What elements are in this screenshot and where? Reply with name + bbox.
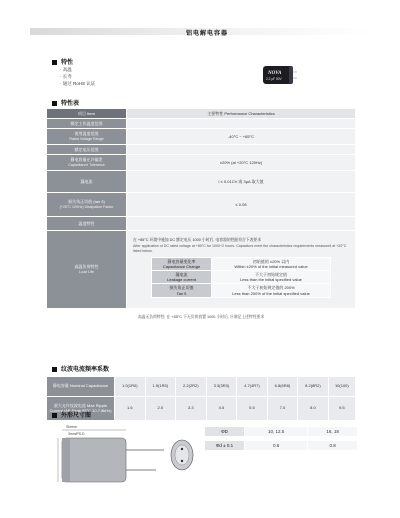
- load-life-table: [151, 257, 331, 298]
- spec-label-cn: 使用温度范围: [74, 131, 99, 137]
- dimension-drawing: [56, 422, 174, 494]
- section-specs-title: 特性表: [61, 101, 80, 107]
- section-specs-heading: [52, 98, 79, 107]
- capacitor-photo: [262, 63, 298, 93]
- load-life-row: [152, 257, 331, 270]
- dimension-header-value: 10, 12.5: [245, 427, 308, 437]
- capacitor-end: [289, 66, 293, 84]
- ripple-cap-cell: 10(100): [328, 377, 355, 397]
- spec-label: [47, 155, 127, 171]
- load-life-row: [152, 270, 331, 283]
- load-life-item: [152, 284, 212, 297]
- dimension-header-value: 16, 18: [308, 427, 358, 437]
- ripple-cap-cell: 4.7(4R7): [237, 377, 268, 397]
- load-life-intro-cn: 在 +85°C 环境中施加 DC 额定电压 1000 小时后, 电容器的性能符合下表要求: [133, 238, 261, 243]
- ripple-current-cell: 4.5: [206, 397, 237, 421]
- load-life-label-cn: 高温负荷特性: [74, 264, 99, 270]
- spec-row: [47, 119, 356, 129]
- ripple-current-row: [47, 397, 356, 421]
- capacitor-outline-end: [62, 438, 70, 482]
- spec-value: I ≤ 0.01CV 或 3µA 取大值: [127, 171, 356, 193]
- spec-value: ≤ 0.08: [127, 193, 356, 217]
- dimension-table: [204, 426, 358, 451]
- ripple-cap-cell: 6.8(6R8): [267, 377, 298, 397]
- item-cn: 静电容量变化率: [167, 258, 196, 264]
- sleeve-label: Sleeve: [66, 425, 77, 429]
- dimension-row-value: 0.8: [308, 441, 358, 451]
- section-dimensions-title: 外形尺寸图: [61, 413, 92, 419]
- spec-label-en: (+20°C 120Hz) Dissipation Factor: [59, 205, 114, 210]
- spec-row: [47, 155, 356, 171]
- ripple-current-cell: 5.5: [237, 397, 268, 421]
- page-title: 铝电解电容器: [186, 31, 229, 37]
- ripple-cap-cell: 1.0(1R0): [115, 377, 146, 397]
- section-dimensions-heading: [52, 410, 91, 419]
- item-en: Leakage current: [167, 277, 196, 283]
- value-en: Less than the initial specified value: [240, 277, 302, 283]
- spec-label-en: Capacitance Tolerance: [68, 163, 105, 168]
- dimension-row-label: Φd ± 0.1: [205, 441, 245, 451]
- spec-value: [127, 217, 356, 231]
- load-life-item: [152, 257, 212, 270]
- spec-header-char: 主要特性 Performance Characteristics: [127, 109, 356, 119]
- ripple-current-cell: 9.5: [328, 397, 355, 421]
- ripple-cap-label: 静电容量 Nominal Capacitance: [47, 377, 115, 397]
- shelf-note: 高温无负荷特性: 在 +85°C 下无负荷放置 1000 小时后, 应满足上述特性要求: [47, 309, 356, 327]
- ripple-current-cell: 8.0: [298, 397, 329, 421]
- section-features-title: 特性: [61, 60, 74, 66]
- feature-bullet-1: · 高温: [60, 67, 72, 72]
- square-bullet-icon: [52, 60, 57, 65]
- value-en: Less than 200% of the initial specified value: [232, 290, 310, 296]
- spec-row: [47, 129, 356, 145]
- end-view-drawing: [166, 432, 198, 478]
- ripple-cap-cell: 8.2(8R2): [298, 377, 329, 397]
- item-en: Capacitance Change: [162, 263, 201, 269]
- dimension-row-value: 0.6: [245, 441, 308, 451]
- section-features-heading: [52, 57, 73, 66]
- vent-label: 3mm/PS.D: [68, 432, 85, 436]
- spec-label-en: Rated Voltage Range: [69, 137, 104, 142]
- item-cn: 漏电流: [175, 271, 188, 277]
- spec-label-cn: 静电容量允许偏差: [70, 157, 103, 163]
- feature-bullet-3: · 通过 RoHS 认证: [60, 81, 96, 86]
- item-en: Tan δ: [176, 290, 187, 296]
- dimension-header-label: ΦD: [205, 427, 245, 437]
- capacitor-outline: [62, 438, 126, 482]
- item-cn: 损失角正切值: [169, 285, 194, 291]
- ripple-table: [46, 376, 356, 421]
- capacitor-rating: 2.2 µF 50V: [266, 77, 282, 81]
- spec-row: [47, 217, 356, 231]
- ripple-cap-cell: 1.5(1R5): [145, 377, 176, 397]
- square-bullet-icon: [52, 413, 57, 418]
- spec-header-item: 项目 Item: [47, 109, 127, 119]
- load-life-value: [212, 284, 331, 297]
- section-ripple-heading: [52, 364, 109, 373]
- spec-label: [47, 129, 127, 145]
- capacitor-brand: NOVA: [268, 71, 282, 76]
- value-cn: 不大于初始规定值的 200%: [247, 285, 295, 291]
- load-life-row: [152, 284, 331, 297]
- feature-bullet-2: · 长寿: [60, 74, 72, 79]
- spec-row: [47, 193, 356, 217]
- ripple-current-cell: 7.0: [267, 397, 298, 421]
- load-life-content: [127, 231, 356, 309]
- spec-table: [46, 108, 356, 327]
- load-life-intro-en: After application of DC rated voltage at +85°C for 1000+2 hours. Capacitors meet the characteristics requirements measured at +20°C listed below.: [133, 244, 347, 253]
- spec-row-load-life: [47, 231, 356, 309]
- spec-label-cn: 损失角正切值 (tan δ): [68, 199, 105, 205]
- load-life-value: [212, 270, 331, 283]
- spec-value: ±20% (at +20°C 120Hz): [127, 155, 356, 171]
- dimension-header-row: [205, 427, 358, 437]
- load-life-value: [212, 257, 331, 270]
- square-bullet-icon: [52, 367, 57, 372]
- ripple-cap-row: [47, 377, 356, 397]
- ripple-cap-cell: 2.2(2R2): [176, 377, 207, 397]
- spec-row: [47, 171, 356, 193]
- ripple-current-cell: 1.6: [115, 397, 146, 421]
- spec-value: [127, 119, 356, 129]
- spec-label: 额定电压范围: [47, 145, 127, 155]
- spec-label: 额定工作温度范围: [47, 119, 127, 129]
- spec-label: [47, 193, 127, 217]
- spec-label: 漏电流: [47, 171, 127, 193]
- spec-value: -40°C ~ +85°C: [127, 129, 356, 145]
- ripple-current-label: 最大允许纹波电流 Max Ripple Current (AP-Peak 85°C 10.7.8kHz): [47, 397, 115, 421]
- section-ripple-title: 纹波电流频率系数: [61, 367, 110, 373]
- spec-row: [47, 145, 356, 155]
- load-life-item: [152, 270, 212, 283]
- square-bullet-icon: [52, 101, 57, 106]
- value-en: Within ±20% of the initial measured value: [234, 263, 308, 269]
- ripple-cap-cell: 3.3(3R3): [206, 377, 237, 397]
- spec-row-shelf: [47, 309, 356, 327]
- terminal-dot-1: [181, 448, 183, 450]
- dimension-value-row: [205, 441, 358, 451]
- ripple-current-cell: 2.0: [145, 397, 176, 421]
- load-life-label-en: Load Life: [79, 270, 94, 275]
- ripple-current-cell: 3.3: [176, 397, 207, 421]
- value-cn: 初始值的 ±20% 以内: [252, 258, 290, 264]
- spec-label: [47, 231, 127, 309]
- spec-label: 温度特性: [47, 217, 127, 231]
- spec-value: [127, 145, 356, 155]
- spec-header-row: [47, 109, 356, 119]
- terminal-dot-2: [181, 460, 183, 462]
- value-cn: 不大于初始规定值: [255, 271, 287, 277]
